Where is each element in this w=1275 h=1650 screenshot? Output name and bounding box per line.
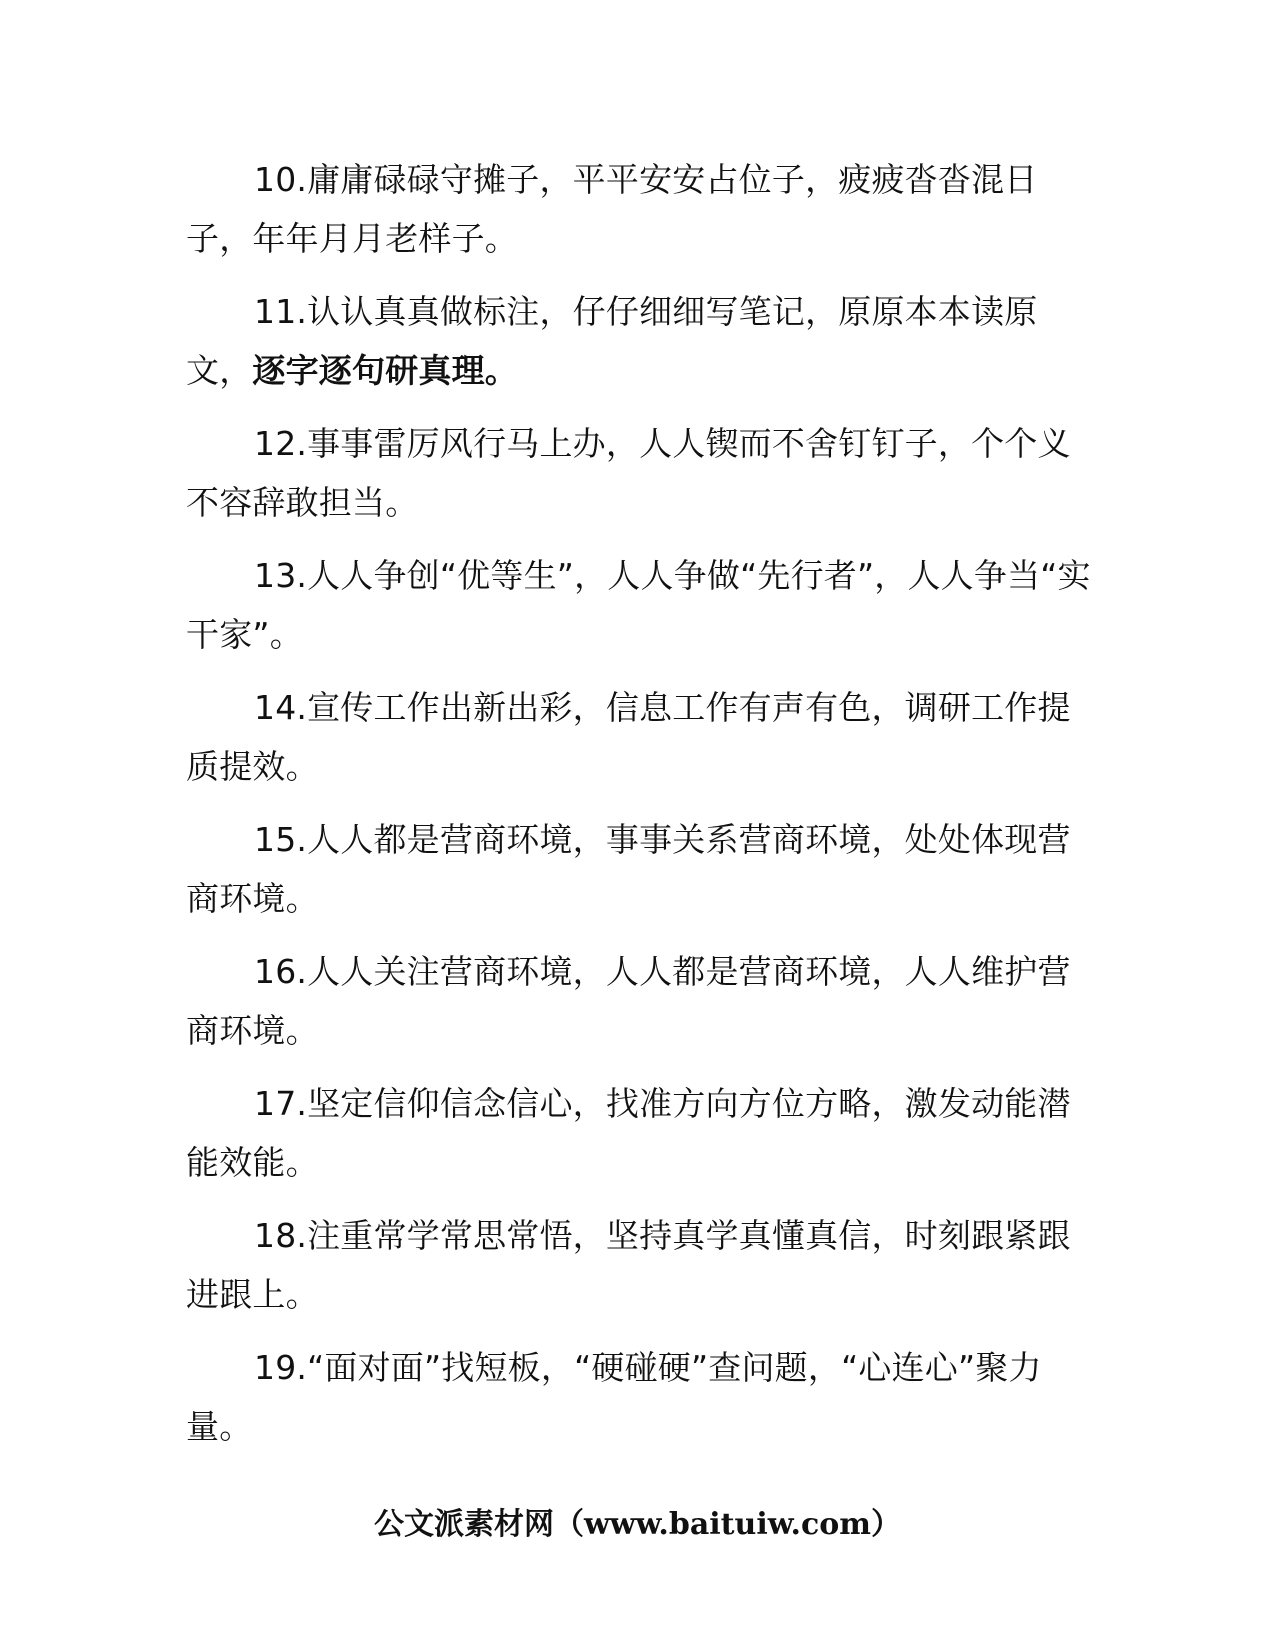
paragraph-12-text: 12.事事雷厉风行马上办，人人锲而不舍钉钉子，个个义不容辞敢担当。 (186, 424, 1071, 522)
paragraph-11-text: 11.认认真真做标注，仔仔细细写笔记，原原本本读原文， (186, 292, 1038, 390)
paragraph-11-bold-text: 逐字逐句研真理。 (252, 351, 519, 390)
document-body (186, 150, 1091, 1470)
paragraph-13-text: 13.人人争创“优等生”，人人争做“先行者”，人人争当“实干家”。 (186, 556, 1091, 654)
paragraph-13 (186, 546, 1091, 664)
paragraph-19 (186, 1338, 1091, 1456)
paragraph-16 (186, 942, 1091, 1060)
paragraph-18 (186, 1206, 1091, 1324)
paragraph-14 (186, 678, 1091, 796)
page-footer (0, 1503, 1275, 1547)
paragraph-16-text: 16.人人关注营商环境，人人都是营商环境，人人维护营商环境。 (186, 952, 1071, 1050)
paragraph-18-text: 18.注重常学常思常悟，坚持真学真懂真信，时刻跟紧跟进跟上。 (186, 1216, 1071, 1314)
paragraph-14-text: 14.宣传工作出新出彩，信息工作有声有色，调研工作提质提效。 (186, 688, 1071, 786)
paragraph-11 (186, 282, 1091, 400)
paragraph-17-text: 17.坚定信仰信念信心，找准方向方位方略，激发动能潜能效能。 (186, 1084, 1071, 1182)
paragraph-15-text: 15.人人都是营商环境，事事关系营商环境，处处体现营商环境。 (186, 820, 1071, 918)
paragraph-10 (186, 150, 1091, 268)
paragraph-15 (186, 810, 1091, 928)
paragraph-19-text: 19.“面对面”找短板，“硬碰硬”查问题，“心连心”聚力量。 (186, 1348, 1042, 1446)
footer-source-text: 公文派素材网（www.baituiw.com） (373, 1507, 902, 1542)
paragraph-10-text: 10.庸庸碌碌守摊子，平平安安占位子，疲疲沓沓混日子，年年月月老样子。 (186, 160, 1038, 258)
paragraph-17 (186, 1074, 1091, 1192)
paragraph-12 (186, 414, 1091, 532)
